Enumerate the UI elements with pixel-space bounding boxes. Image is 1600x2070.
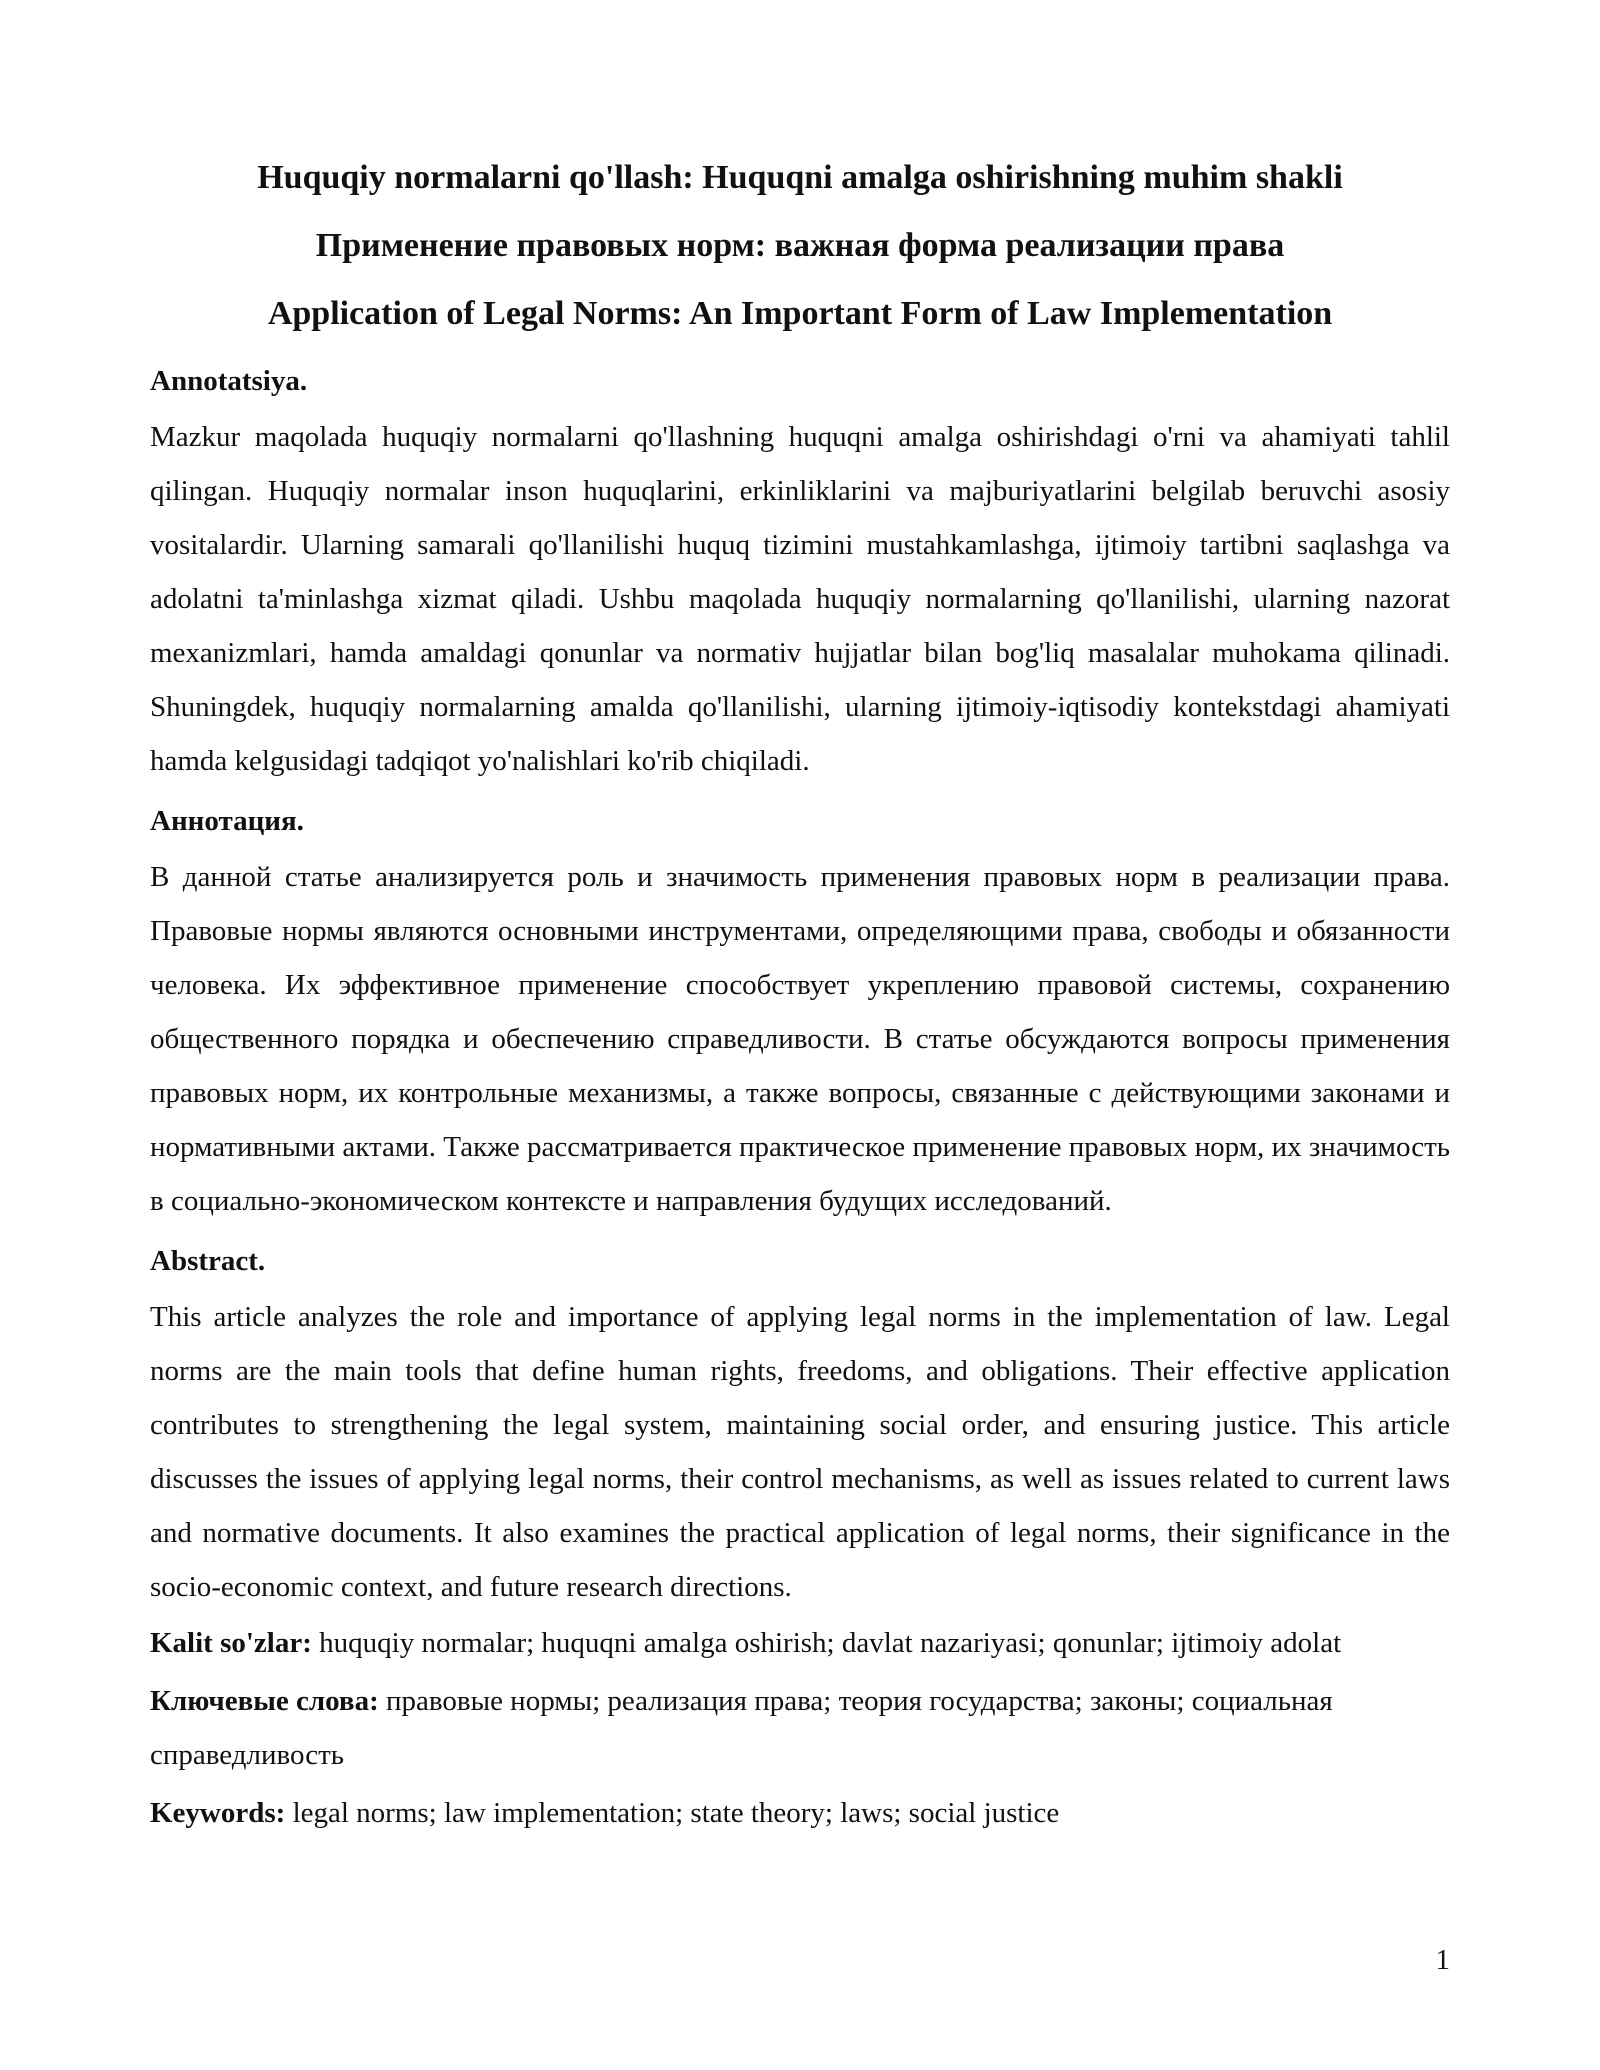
annotation-russian-text: В данной статье анализируется роль и значимость применения правовых норм в реализации права. Правовые нормы являются основными инструментами, определяющими права, свободы и обязанности человека. Их эффективное применение способствует укреплению правовой системы, сохранению общественного порядка и обеспечению справедливости. В статье обсуждаются вопросы применения правовых норм, их контрольные механизмы, а также вопросы, связанные с действующими законами и нормативными актами. Также рассматривается практическое применение правовых норм, их значимость в социально-экономическом контексте и направления будущих исследований. xyxy=(150,861,1450,1217)
page-number: 1 xyxy=(1435,1944,1450,1976)
keywords-russian-text: правовые нормы; реализация права; теория государства; законы; социальная справедливость xyxy=(150,1685,1333,1771)
abstract-english-heading: Abstract. xyxy=(150,1245,266,1277)
title-russian: Применение правовых норм: важная форма реализации права xyxy=(315,227,1285,264)
keywords-uzbek xyxy=(150,1616,1450,1670)
annotation-uzbek-section xyxy=(150,356,1450,788)
annotation-uzbek-text: Mazkur maqolada huquqiy normalarni qo'llashning huquqni amalga oshirishdagi o'rni va ahamiyati tahlil qilingan. Huquqiy normalar inson huquqlarini, erkinliklarini va majburiyatlarini belgilab beruvchi asosiy vositalardir. Ularning samarali qo'llanilishi huquq tizimini mustahkamlashga, ijtimoiy tartibni saqlashga va adolatni ta'minlashga xizmat qiladi. Ushbu maqolada huquqiy normalarning qo'llanilishi, ularning nazorat mexanizmlari, hamda amaldagi qonunlar va normativ hujjatlar bilan bog'liq masalalar muhokama qilinadi. Shuningdek, huquqiy normalarning amalda qo'llanilishi, ularning ijtimoiy-iqtisodiy kontekstdagi ahamiyati hamda kelgusidagi tadqiqot yo'nalishlari ko'rib chiqiladi. xyxy=(150,421,1450,777)
keywords-uzbek-text: huquqiy normalar; huquqni amalga oshirish; davlat nazariyasi; qonunlar; ijtimoiy adolat xyxy=(311,1627,1342,1659)
title-english: Application of Legal Norms: An Important Form of Law Implementation xyxy=(267,295,1333,332)
abstract-english-text: This article analyzes the role and importance of applying legal norms in the implementation of law. Legal norms are the main tools that define human rights, freedoms, and obligations. Their effective application contributes to strengthening the legal system, maintaining social order, and ensuring justice. This article discusses the issues of applying legal norms, their control mechanisms, as well as issues related to current laws and normative documents. It also examines the practical application of legal norms, their significance in the socio-economic context, and future research directions. xyxy=(150,1301,1450,1603)
keywords-english xyxy=(150,1786,1450,1840)
keywords-russian-label: Ключевые слова: xyxy=(150,1685,379,1717)
keywords-english-label: Keywords: xyxy=(150,1797,286,1829)
annotation-russian-section xyxy=(150,796,1450,1228)
keywords-uzbek-label: Kalit so'zlar: xyxy=(150,1627,312,1659)
keywords-russian xyxy=(150,1674,1450,1782)
title-uzbek: Huquqiy normalarni qo'llash: Huquqni amalga oshirishning muhim shakli xyxy=(257,159,1343,196)
annotation-russian-heading: Аннотация. xyxy=(150,805,304,837)
abstract-english-section xyxy=(150,1236,1450,1614)
annotation-uzbek-heading: Annotatsiya. xyxy=(150,365,308,397)
keywords-english-text: legal norms; law implementation; state theory; laws; social justice xyxy=(285,1797,1060,1829)
